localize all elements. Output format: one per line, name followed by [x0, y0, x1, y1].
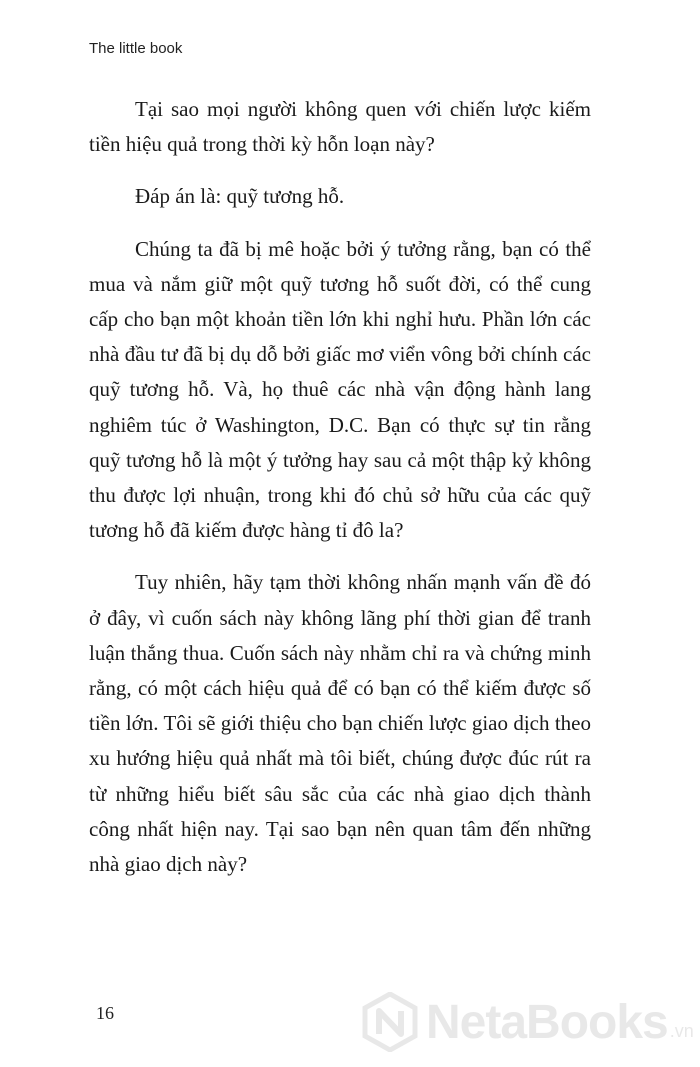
paragraph: Tuy nhiên, hãy tạm thời không nhấn mạnh vấn đề đó ở đây, vì cuốn sách này không lãng phí thời gian để tranh luận thắng thua. Cuốn sách này nhằm chỉ ra và chứng minh rằng, có một cách hiệu quả để có bạn có thể kiếm được số tiền lớn. Tôi sẽ giới thiệu cho bạn chiến lược giao dịch theo xu hướng hiệu quả nhất mà tôi biết, chúng được đúc rút ra từ những hiểu biết sâu sắc của các nhà giao dịch thành công nhất hiện nay. Tại sao bạn nên quan tâm đến những nhà giao dịch này?	[89, 570, 591, 877]
paragraph: Tại sao mọi người không quen với chiến lược kiếm tiền hiệu quả trong thời kỳ hỗn loạn này?	[89, 97, 591, 157]
paragraph: Đáp án là: quỹ tương hỗ.	[135, 184, 345, 209]
running-title: The little book	[89, 40, 183, 57]
body-text	[89, 92, 591, 899]
watermark-brand: NetaBooks	[426, 995, 668, 1049]
watermark	[362, 992, 694, 1052]
paragraph: Chúng ta đã bị mê hoặc bởi ý tưởng rằng, bạn có thể mua và nắm giữ một quỹ tương hỗ suốt đời, có thể cung cấp cho bạn một khoản tiền lớn khi nghỉ hưu. Phần lớn các nhà đầu tư đã bị dụ dỗ bởi giấc mơ viển vông bởi chính các quỹ tương hỗ. Và, họ thuê các nhà vận động hành lang nghiêm túc ở Washington, D.C. Bạn có thực sự tin rằng quỹ tương hỗ là một ý tưởng hay sau cả một thập kỷ không thu được lợi nhuận, trong khi đó chủ sở hữu của các quỹ tương hỗ đã kiếm được hàng tỉ đô la?	[89, 236, 591, 543]
netabooks-logo-icon	[362, 992, 418, 1052]
page-number: 16	[96, 1003, 114, 1023]
watermark-suffix: .vn	[669, 1021, 694, 1041]
